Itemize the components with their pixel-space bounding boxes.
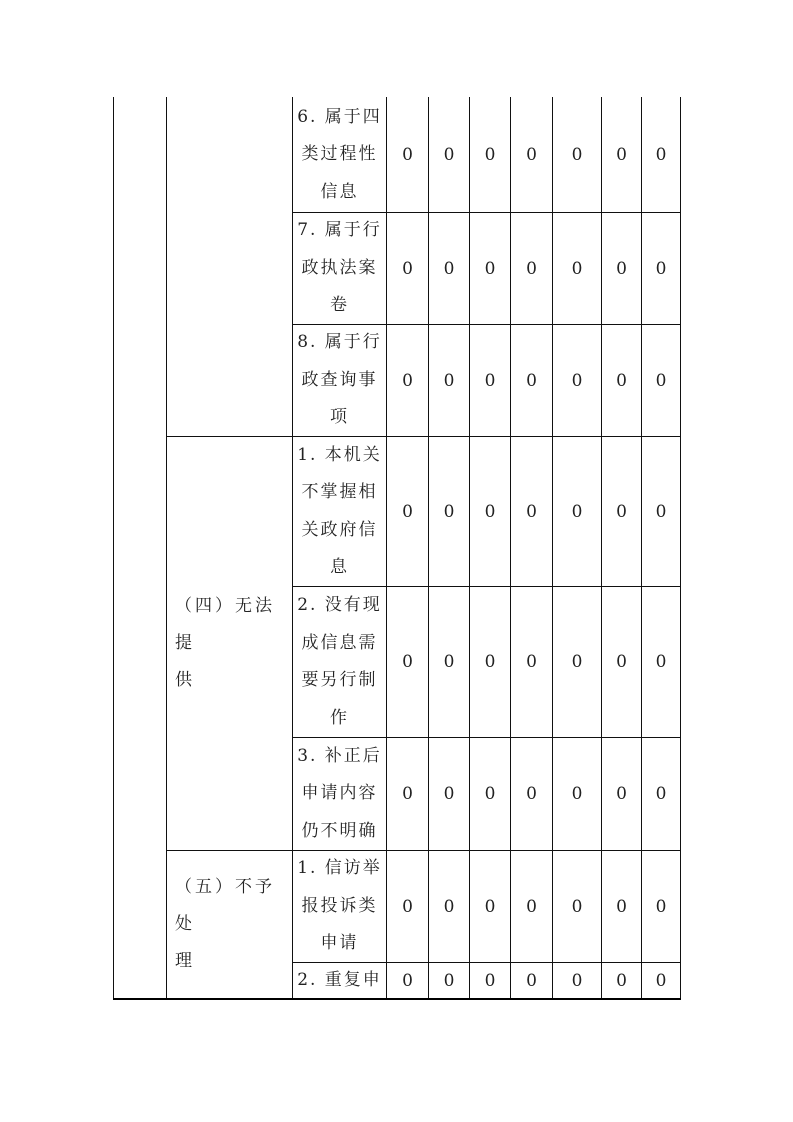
value-cell [602, 213, 641, 324]
value-cell [470, 587, 510, 737]
value-cell [511, 213, 552, 324]
value-cell [602, 851, 641, 962]
value-cell [470, 437, 510, 586]
cell-value: 0 [443, 784, 455, 804]
cell-value: 0 [402, 784, 413, 804]
cell-value: 0 [571, 784, 583, 804]
cell-value: 0 [484, 370, 496, 391]
row-label: 1. 信访举 报投诉类 申请 [297, 858, 382, 954]
value-cell [470, 213, 510, 324]
cell-value: 0 [484, 652, 496, 672]
cell-value: 0 [616, 970, 627, 991]
value-cell [429, 98, 469, 212]
cell-value: 0 [571, 896, 583, 917]
value-cell [470, 963, 510, 998]
value-cell [642, 98, 680, 212]
cell-value: 0 [402, 501, 413, 522]
cell-value: 0 [616, 501, 627, 522]
row-label: 1. 本机关 不掌握相 关政府信 息 [297, 444, 382, 577]
value-cell [642, 587, 680, 737]
cell-value: 0 [571, 652, 583, 672]
row-label: 2. 没有现 成信息需 要另行制 作 [297, 595, 382, 728]
cell-value: 0 [526, 970, 537, 991]
cell-value: 0 [402, 145, 413, 165]
cell-value: 0 [443, 145, 455, 165]
value-cell [429, 851, 469, 962]
value-cell [387, 963, 428, 998]
cell-value: 0 [526, 896, 537, 917]
cell-value: 0 [655, 970, 667, 991]
cell-value: 0 [616, 370, 627, 391]
value-cell [429, 587, 469, 737]
value-cell [602, 587, 641, 737]
value-cell [511, 851, 552, 962]
cell-value: 0 [616, 652, 627, 672]
row-label-cell [293, 851, 386, 962]
row-label: 2. 重复申 [297, 969, 382, 990]
value-cell [470, 738, 510, 850]
cell-value: 0 [443, 258, 455, 279]
value-cell [511, 437, 552, 586]
cell-value: 0 [655, 501, 667, 522]
cell-value: 0 [571, 501, 583, 522]
group-cell [167, 436, 292, 850]
value-cell [553, 98, 601, 212]
table-border-right [680, 97, 681, 999]
value-cell [602, 325, 641, 436]
cell-value: 0 [484, 258, 496, 279]
value-cell [470, 325, 510, 436]
cell-value: 0 [526, 258, 537, 279]
cell-value: 0 [402, 258, 413, 279]
cell-value: 0 [655, 258, 667, 279]
value-cell [553, 213, 601, 324]
value-cell [511, 98, 552, 212]
value-cell [429, 437, 469, 586]
value-cell [553, 587, 601, 737]
value-cell [429, 738, 469, 850]
cell-value: 0 [616, 145, 627, 165]
cell-value: 0 [526, 501, 537, 522]
value-cell [642, 213, 680, 324]
value-cell [470, 851, 510, 962]
value-cell [429, 325, 469, 436]
group-label: （四）无法提 供 [175, 595, 275, 690]
row-label-cell [293, 963, 386, 998]
value-cell [602, 98, 641, 212]
cell-value: 0 [655, 896, 667, 917]
row-label-cell [293, 437, 386, 586]
value-cell [642, 738, 680, 850]
value-cell [511, 587, 552, 737]
row-label-cell [293, 738, 386, 850]
value-cell [387, 587, 428, 737]
cell-value: 0 [526, 784, 537, 804]
cell-value: 0 [402, 896, 413, 917]
value-cell [470, 98, 510, 212]
cell-value: 0 [443, 370, 455, 391]
cell-value: 0 [402, 652, 413, 672]
cell-value: 0 [655, 370, 667, 391]
value-cell [553, 851, 601, 962]
row-label-cell [293, 587, 386, 737]
value-cell [602, 963, 641, 998]
value-cell [602, 738, 641, 850]
value-cell [387, 437, 428, 586]
value-cell [429, 213, 469, 324]
table-border-left [113, 97, 114, 999]
group-label: （五）不予处 理 [175, 876, 275, 971]
value-cell [642, 963, 680, 998]
value-cell [387, 98, 428, 212]
cell-value: 0 [443, 970, 455, 991]
cell-value: 0 [484, 145, 496, 165]
cell-value: 0 [526, 145, 537, 165]
row-label-cell [293, 213, 386, 324]
cell-value: 0 [655, 784, 667, 804]
value-cell [511, 963, 552, 998]
value-cell [642, 851, 680, 962]
value-cell [602, 437, 641, 586]
cell-value: 0 [484, 784, 496, 804]
value-cell [387, 851, 428, 962]
row-label: 8. 属于行 政查询事 项 [297, 332, 382, 428]
row-label: 3. 补正后 申请内容 仍不明确 [297, 745, 382, 841]
cell-value: 0 [616, 896, 627, 917]
value-cell [387, 213, 428, 324]
value-cell [553, 325, 601, 436]
cell-value: 0 [484, 501, 496, 522]
cell-value: 0 [484, 970, 496, 991]
value-cell [553, 738, 601, 850]
cell-value: 0 [526, 370, 537, 391]
cell-value: 0 [571, 970, 583, 991]
row-label: 6. 属于四 类过程性 信息 [297, 106, 382, 202]
row-label-cell [293, 98, 386, 212]
cell-value: 0 [655, 652, 667, 672]
cell-value: 0 [655, 145, 667, 165]
value-cell [511, 325, 552, 436]
value-cell [553, 963, 601, 998]
cell-value: 0 [616, 258, 627, 279]
value-cell [387, 325, 428, 436]
group-cell [167, 850, 292, 998]
cell-value: 0 [484, 896, 496, 917]
cell-value: 0 [443, 501, 455, 522]
value-cell [642, 325, 680, 436]
row-label: 7. 属于行 政执法案 卷 [297, 220, 382, 316]
table-border-bottom [113, 998, 681, 1000]
cell-value: 0 [402, 370, 413, 391]
value-cell [642, 437, 680, 586]
cell-value: 0 [571, 145, 583, 165]
cell-value: 0 [571, 370, 583, 391]
row-label-cell [293, 325, 386, 436]
value-cell [387, 738, 428, 850]
value-cell [553, 437, 601, 586]
cell-value: 0 [443, 652, 455, 672]
cell-value: 0 [402, 970, 413, 991]
group-cell [167, 97, 292, 436]
cell-value: 0 [571, 258, 583, 279]
cell-value: 0 [616, 784, 627, 804]
value-cell [511, 738, 552, 850]
value-cell [429, 963, 469, 998]
cell-value: 0 [443, 896, 455, 917]
cell-value: 0 [526, 652, 537, 672]
